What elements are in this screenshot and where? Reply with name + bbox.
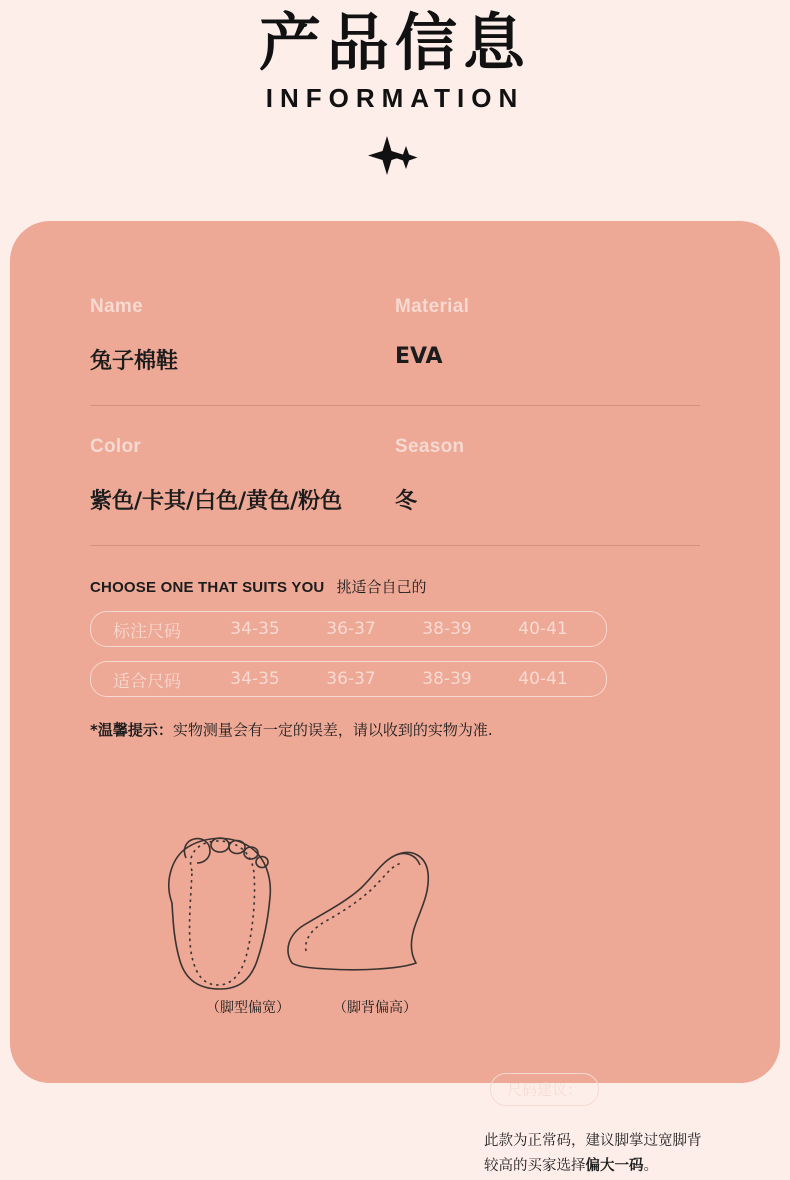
size-row-label-fit: 适合尺码	[113, 671, 181, 692]
spec-row-labels-2	[90, 436, 700, 458]
advice-line-1: 此款为正常码，建议脚掌过宽脚背	[484, 1133, 702, 1149]
spec-row-values-2	[90, 458, 700, 515]
size-chooser-heading-cn: 挑适合自己的	[336, 578, 427, 596]
size-note-text: 实物测量会有一定的误差，请以收到的实物为准.	[172, 721, 493, 739]
advice-line-2-pre: 较高的买家选择	[484, 1158, 586, 1175]
size-row-label-marked: 标注尺码	[113, 621, 181, 642]
advice-line-2-strong: 偏大一码	[585, 1158, 644, 1175]
spec-row-labels-1	[90, 296, 700, 318]
divider-2	[90, 545, 700, 546]
divider-1	[90, 405, 700, 406]
info-card	[10, 221, 780, 1175]
size-cell: 34-35	[230, 619, 280, 639]
sparkle-icon	[0, 132, 790, 184]
season-value: 冬	[395, 489, 418, 514]
color-value: 紫色/卡其/白色/黄色/粉色	[90, 489, 343, 514]
page-title: 产品信息	[258, 6, 531, 79]
spec-cell-material-value	[395, 318, 700, 375]
size-cell: 34-35	[230, 669, 280, 689]
name-label: Name	[90, 296, 143, 317]
foot-caption-high-instep: （脚背偏高）	[333, 1000, 417, 1016]
foot-diagram-section	[60, 811, 760, 1175]
spec-cell-color-value	[90, 458, 395, 515]
size-note-prefix: *温馨提示：	[90, 721, 173, 739]
size-note	[90, 719, 700, 740]
name-value: 兔子棉鞋	[90, 349, 179, 374]
spec-cell-season-label	[395, 436, 700, 458]
page-subtitle: INFORMATION	[265, 83, 525, 114]
foot-caption-wide: （脚型偏宽）	[206, 1000, 290, 1016]
spec-cell-color-label	[90, 436, 395, 458]
material-value: EVA	[395, 344, 443, 369]
material-label: Material	[395, 296, 470, 317]
size-cell: 40-41	[518, 669, 568, 689]
page-header	[0, 0, 790, 184]
spec-table	[90, 296, 700, 546]
size-cell: 36-37	[326, 669, 376, 689]
size-cell: 38-39	[422, 669, 472, 689]
spec-row-values-1	[90, 318, 700, 375]
size-advice-badge: 尺码建议：	[490, 1073, 599, 1106]
size-chooser-heading	[90, 576, 700, 597]
size-cell: 38-39	[422, 619, 472, 639]
size-chooser-heading-en: CHOOSE ONE THAT SUITS YOU	[90, 579, 325, 596]
season-label: Season	[395, 436, 465, 457]
spec-cell-season-value	[395, 458, 700, 515]
size-advice-text	[484, 1129, 754, 1180]
advice-line-2-post: 。	[643, 1158, 658, 1175]
size-row-labeled	[90, 611, 607, 647]
spec-cell-name-value	[90, 318, 395, 375]
spec-cell-name-label	[90, 296, 395, 318]
color-label: Color	[90, 436, 142, 457]
info-card-content	[90, 296, 700, 740]
size-cell: 40-41	[518, 619, 568, 639]
spec-cell-material-label	[395, 296, 700, 318]
size-row-fit	[90, 661, 607, 697]
size-cell: 36-37	[326, 619, 376, 639]
instep-dotted-line	[306, 863, 402, 951]
